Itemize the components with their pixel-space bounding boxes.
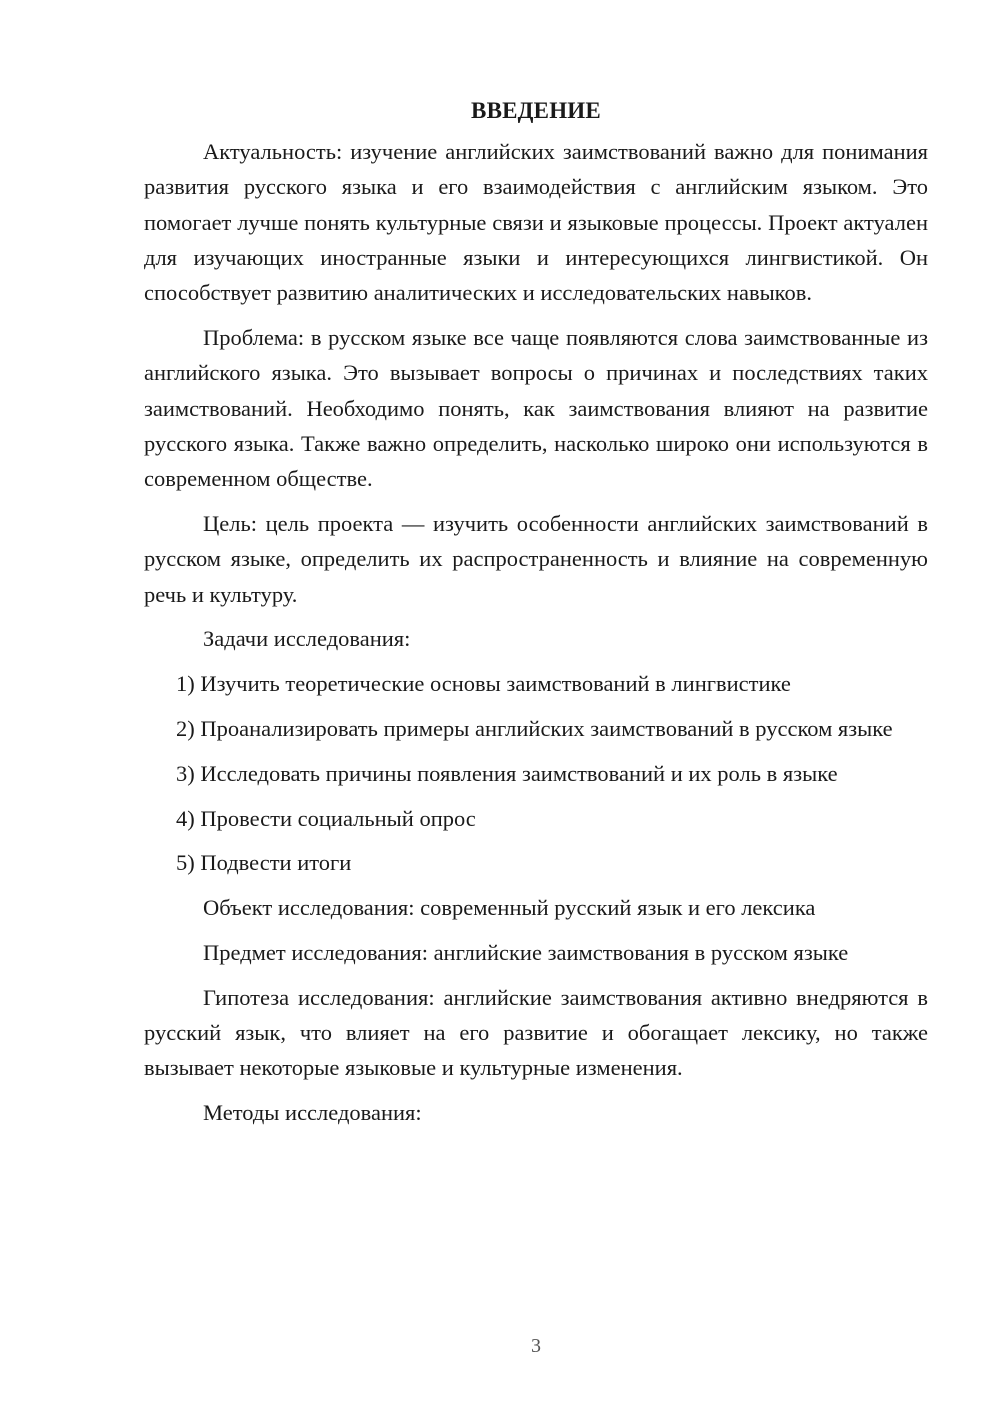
paragraph-goal: Цель: цель проекта — изучить особенности английских заимствований в русском языке, определить их распространенность и влияние на современную речь и культуру. xyxy=(144,510,928,607)
paragraph-hypothesis: Гипотеза исследования: английские заимствования активно внедряются в русский язык, что влияет на его развитие и обогащает лексику, но также вызывает некоторые языковые и культурные изменения. xyxy=(144,984,928,1081)
page-content xyxy=(144,94,928,1140)
methods-heading: Методы исследования: xyxy=(203,1100,422,1126)
task-item-2: 2) Проанализировать примеры английских заимствований в русском языке xyxy=(176,715,893,741)
page-number: 3 xyxy=(531,1335,541,1357)
paragraph-problem: Проблема: в русском языке все чаще появляются слова заимствованные из английского языка. Это вызывает вопросы о причинах и последствиях таких заимствований. Необходимо понять, как заимствования влияют на развитие русского языка. Также важно определить, насколько широко они используются в современном обществе. xyxy=(144,324,928,492)
paragraph-object: Объект исследования: современный русский язык и его лексика xyxy=(203,895,816,921)
task-item-3: 3) Исследовать причины появления заимствований и их роль в языке xyxy=(176,760,838,786)
task-item-4: 4) Провести социальный опрос xyxy=(176,805,476,831)
task-item-5: 5) Подвести итоги xyxy=(176,850,352,876)
paragraph-relevance: Актуальность: изучение английских заимствований важно для понимания развития русского языка и его взаимодействия с английским языком. Это помогает лучше понять культурные связи и языковые процессы. Проект актуален для изучающих иностранные языки и интересующихся лингвистикой. Он способствует развитию аналитических и исследовательских навыков. xyxy=(144,139,928,306)
section-title: ВВЕДЕНИЕ xyxy=(471,98,601,123)
paragraph-subject: Предмет исследования: английские заимствования в русском языке xyxy=(203,939,849,965)
tasks-heading: Задачи исследования: xyxy=(203,626,411,652)
task-item-1: 1) Изучить теоретические основы заимствований в лингвистике xyxy=(176,671,791,697)
